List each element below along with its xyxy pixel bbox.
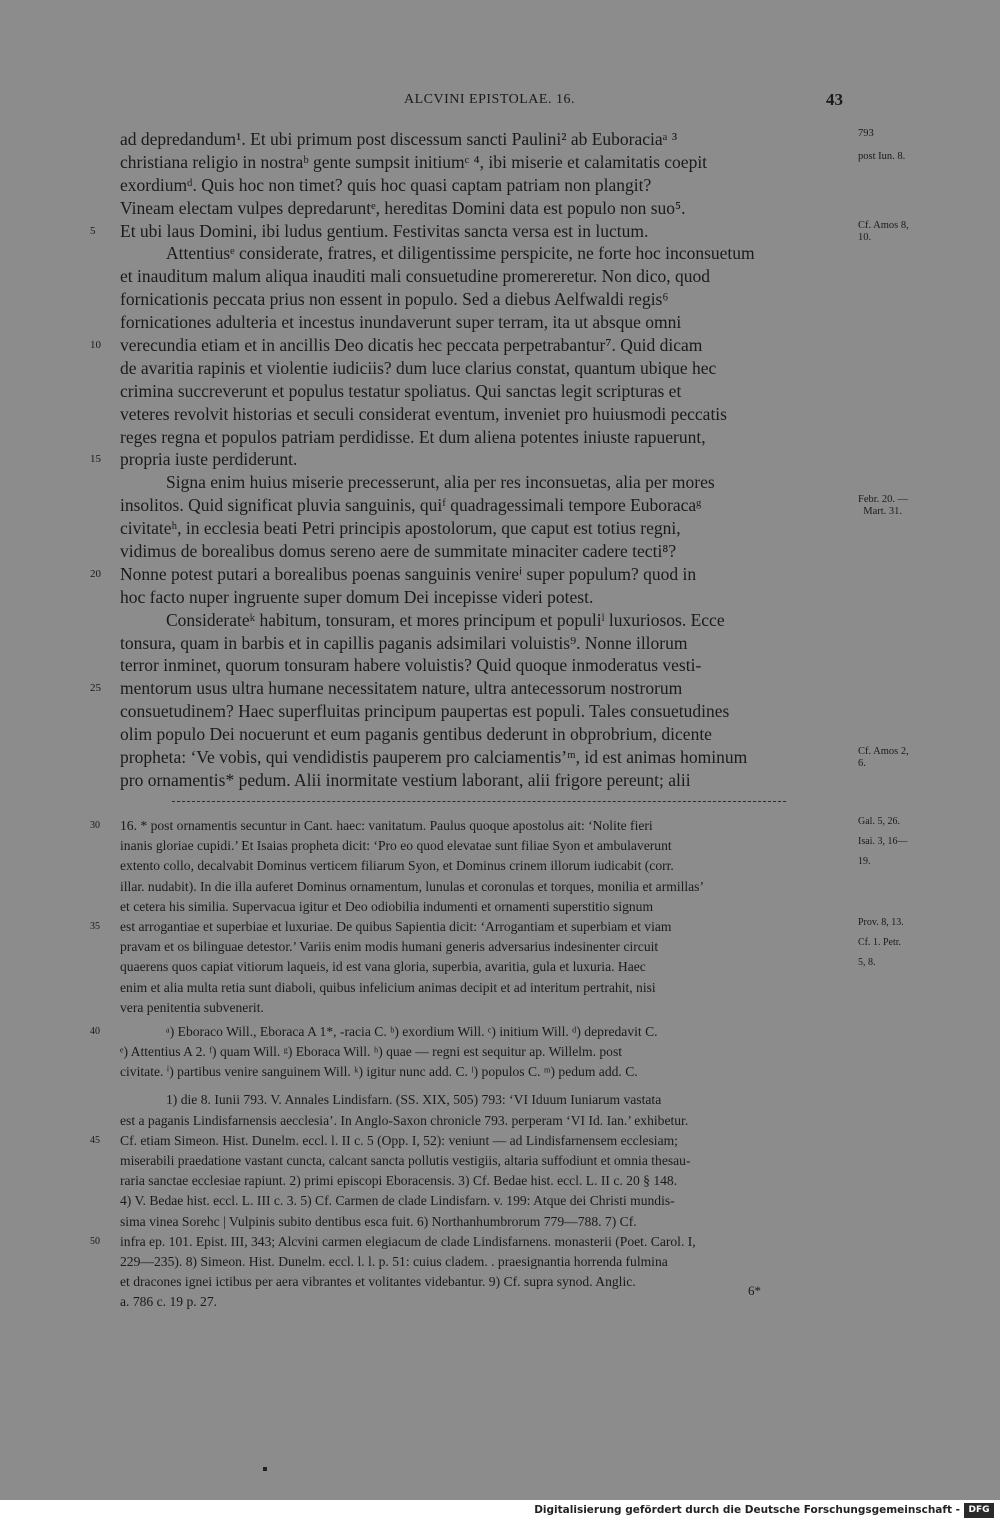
body-text-line xyxy=(0,426,1000,449)
body-text-line xyxy=(0,563,1000,586)
footnote-line-text: sima vinea Sorehc | Vulpinis subito dentibus esca fuit. 6) Northanhumbrorum 779—788. 7) Cf. xyxy=(120,1213,637,1229)
body-text-line-text: tonsura, quam in barbis et in capillis paganis adsimilari voluistis⁹. Nonne illorum xyxy=(120,632,688,653)
body-text-line-text: ad depredandum¹. Et ubi primum post discessum sancti Paulini² ab Euboraciaᵃ ³ xyxy=(120,129,678,149)
body-text-line xyxy=(0,174,1000,197)
body-text-line-text: fornicationes adulteria et incestus inundaverunt super terram, ita ut absque omni xyxy=(120,312,682,333)
footnote-line xyxy=(0,1272,1000,1292)
body-text-line-text: de avaritia rapinis et violentie iudiciis? dum luce clarius constat, quantum ubique hec xyxy=(120,357,717,378)
margin-note: Gal. 5, 26. xyxy=(858,816,900,827)
body-text-line xyxy=(0,403,1000,426)
footnote-line-text: enim et alia multa retia sunt diaboli, quibus infelicium animas decipit et ad interitum pertrahit, nisi xyxy=(120,979,656,995)
body-text-line-text: insolitos. Quid significat pluvia sanguinis, quiᶠ quadragessimali tempore Euboracaᵍ xyxy=(120,495,702,516)
body-text-line-text: pro ornamentis* pedum. Alii inormitate vestium laborant, alii frigore pereunt; alii xyxy=(120,769,691,790)
body-text-line-text: christiana religio in nostraᵇ gente sumpsit initiumᶜ ⁴, ibi miserie et calamitatis coepit xyxy=(120,151,708,172)
body-text-line xyxy=(0,609,1000,632)
body-text-line xyxy=(0,265,1000,288)
margin-note: Cf. Amos 8, 10. xyxy=(858,219,909,243)
footnote-line xyxy=(0,998,1000,1018)
footnote-line-text: a. 786 c. 19 p. 27. xyxy=(120,1294,218,1310)
footnote-separator-rule xyxy=(172,801,786,802)
body-text-line xyxy=(0,357,1000,380)
body-text-line xyxy=(0,677,1000,700)
margin-note: 5, 8. xyxy=(858,957,876,969)
body-text-line-text: crimina succreverunt et populus testatur spoliatus. Qui sanctas legit scripturas et xyxy=(120,380,682,401)
line-number: 10 xyxy=(90,339,101,352)
footnote-line-text: vera penitentia subvenerit. xyxy=(120,999,264,1015)
footnote-line xyxy=(0,1171,1000,1191)
body-text-line-text: consuetudinem? Haec superfluitas principum paupertas est populi. Tales consuetudines xyxy=(120,701,730,722)
footnote-line-text: ᵉ) Attentius A 2. ᶠ) quam Will. ᵍ) Eboraca Will. ʰ) quae — regni est sequitur ap. Willelm. post xyxy=(120,1044,623,1060)
body-text-line xyxy=(0,540,1000,563)
line-number: 5 xyxy=(90,224,96,237)
body-text-line xyxy=(0,723,1000,746)
line-number: 30 xyxy=(90,820,100,831)
body-text-line-text: exordiumᵈ. Quis hoc non timet? quis hoc quasi captam patriam non plangit? xyxy=(120,174,652,195)
line-number: 20 xyxy=(90,567,101,580)
margin-note: Cf. 1. Petr. xyxy=(858,937,902,949)
footnote-line-text: illar. nudabit). In die illa auferet Dominus ornamentum, lunulas et coronulas et torques, monilia et armillas’ xyxy=(120,878,704,894)
body-text-line xyxy=(0,586,1000,609)
body-text-line-text: civitateʰ, in ecclesia beati Petri principis apostolorum, que caput est totius regni, xyxy=(120,518,681,539)
footnote-line xyxy=(0,937,1000,957)
body-text-line-text: reges regna et populos patriam perdidisse. Et dum aliena potentes iniuste rapuerunt, xyxy=(120,426,706,447)
page-header xyxy=(0,90,1000,114)
body-text-line xyxy=(0,197,1000,220)
signature-mark: 6* xyxy=(748,1283,761,1298)
body-text-line xyxy=(0,746,1000,769)
body-text-line-text: et inauditum malum aliqua inauditi mali consuetudine promereretur. Non dico, quod xyxy=(120,266,711,287)
body-text-line-text: Signa enim huius miserie precesserunt, alia per res inconsuetas, alia per mores xyxy=(166,472,715,493)
body-text-line xyxy=(0,380,1000,403)
footnote-line-text: 1) die 8. Iunii 793. V. Annales Lindisfarn. (SS. XIX, 505) 793: ‘VI Iduum Iuniarum vastata xyxy=(166,1092,662,1108)
footnote-line-text: inanis gloriae cupidi.’ Et Isaias propheta dicit: ‘Pro eo quod elevatae sunt filiae Syon et ambulaverunt xyxy=(120,838,672,854)
margin-note: Febr. 20. — Mart. 31. xyxy=(858,494,909,518)
body-text-line xyxy=(0,632,1000,655)
footnote-line-text: 229—235). 8) Simeon. Hist. Dunelm. eccl. l. l. p. 51: cuius cladem. . praesignantia horrenda fulmina xyxy=(120,1253,668,1269)
margin-note: 793 xyxy=(858,128,874,139)
body-text-line xyxy=(0,128,1000,151)
footnotes xyxy=(0,816,1000,1313)
footnote-line xyxy=(0,1151,1000,1171)
digitization-footer xyxy=(0,1500,1000,1523)
footnote-line-text: et dracones ignei ictibus per aera vibrantes et volitantes videbantur. 9) Cf. supra synod. Anglic. xyxy=(120,1274,636,1290)
footnote-line xyxy=(0,1212,1000,1232)
footnote-line xyxy=(0,1191,1000,1211)
body-text-line-text: Nonne potest putari a borealibus poenas sanguinis venireⁱ super populum? quod in xyxy=(120,563,697,584)
main-text xyxy=(0,128,1000,792)
margin-note: post Iun. 8. xyxy=(858,150,906,162)
body-text-line xyxy=(0,242,1000,265)
body-text-line-text: mentorum usus ultra humane necessitatem nature, ultra antecessorum nostrorum xyxy=(120,678,683,699)
footnote-line-text: ᵃ) Eboraco Will., Eboraca A 1*, -racia C. ᵇ) exordium Will. ᶜ) initium Will. ᵈ) depredavit C. xyxy=(166,1023,658,1039)
dfg-logo: DFG xyxy=(964,1503,994,1518)
body-text-line-text: Considerateᵏ habitum, tonsuram, et mores principum et populiˡ luxuriosos. Ecce xyxy=(166,609,725,630)
line-number: 15 xyxy=(90,453,101,466)
margin-note: 19. xyxy=(858,856,871,868)
body-text-line-text: verecundia etiam et in ancillis Deo dicatis hec peccata perpetrabantur⁷. Quid dicam xyxy=(120,335,703,356)
line-number: 45 xyxy=(90,1134,100,1146)
footnote-line xyxy=(0,1232,1000,1252)
margin-note: Prov. 8, 13. xyxy=(858,916,904,928)
body-text-line xyxy=(0,654,1000,677)
footnote-line xyxy=(0,856,1000,876)
body-text-line-text: Vineam electam vulpes depredaruntᵉ, hereditas Domini data est populo non suo⁵. xyxy=(120,197,686,218)
page-number: 43 xyxy=(826,90,843,109)
footnote-line-text: extento collo, decalvabit Dominus verticem filiarum Syon, et Dominus crinem illorum iudicabit (corr. xyxy=(120,858,674,874)
footnote-line-text: est arrogantiae et superbiae et luxuriae. De quibus Sapientia dicit: ‘Arrogantiam et superbiam et viam xyxy=(120,918,672,934)
line-number: 25 xyxy=(90,682,101,695)
footnote-line xyxy=(0,957,1000,977)
body-text-line xyxy=(0,151,1000,174)
footnote-line-text: civitate. ⁱ) partibus venire sanguinem Will. ᵏ) igitur nunc add. C. ˡ) populos C. ᵐ) pedum add. C. xyxy=(120,1064,638,1080)
footnote-line xyxy=(0,1131,1000,1151)
footnote-line xyxy=(0,1111,1000,1131)
body-text-line-text: propria iuste perdiderunt. xyxy=(120,449,298,470)
footnote-line-text: 4) V. Bedae hist. eccl. L. III c. 3. 5) Cf. Carmen de clade Lindisfarn. v. 199: Atque dei Christi mundis- xyxy=(120,1193,675,1209)
body-text-line xyxy=(0,448,1000,471)
body-text-line-text: terror inminet, quorum tonsuram habere voluistis? Quid quoque inmoderatus vesti- xyxy=(120,655,702,676)
body-text-line xyxy=(0,517,1000,540)
body-text-line xyxy=(0,311,1000,334)
footnote-line-text: miserabili praedatione vastant cuncta, calcant sancta pollutis vestigiis, altaria suffodiunt et omnia thesau- xyxy=(120,1153,691,1168)
body-text-line-text: vidimus de borealibus domus sereno aere de summitate minaciter cadere tecti⁸? xyxy=(120,541,677,562)
body-text-line-text: Et ubi laus Domini, ibi ludus gentium. Festivitas sancta versa est in luctum. xyxy=(120,220,649,241)
footnote-line xyxy=(0,978,1000,998)
footnote-line-text: et cetera his similia. Supervacua igitur et Deo odiobilia indumenti et ornamenti superstitio signum xyxy=(120,898,654,914)
footnote-line-text: quaerens quos capiat vitiorum laqueis, id est vana gloria, superbia, avaritia, gula et luxuria. Haec xyxy=(120,959,646,975)
body-text-line xyxy=(0,769,1000,792)
footnote-line xyxy=(0,1090,1000,1110)
footnote-line-text: raria sanctae ecclesiae rapiunt. 2) primi episcopi Eboracensis. 3) Cf. Bedae hist. eccl. L. II c. 20 § 148. xyxy=(120,1173,678,1189)
footnote-line xyxy=(0,1062,1000,1082)
body-text-line xyxy=(0,334,1000,357)
body-text-line-text: Attentiusᵉ considerate, fratres, et diligentissime perspicite, ne forte hoc inconsuetum xyxy=(166,243,755,264)
footnote-line-text: pravam et os bilinguae detestor.’ Variis enim modis humani generis adversarius indesinenter circuit xyxy=(120,939,659,955)
line-number: 50 xyxy=(90,1235,100,1247)
footnote-line xyxy=(0,836,1000,856)
footnote-line xyxy=(0,1042,1000,1062)
footnote-line xyxy=(0,1292,1000,1312)
footnote-line-text: infra ep. 101. Epist. III, 343; Alcvini carmen elegiacum de clade Lindisfarnens. monasterii (Poet. Carol. I, xyxy=(120,1233,696,1249)
body-text-line xyxy=(0,220,1000,243)
body-text-line xyxy=(0,288,1000,311)
footnote-line-text: 16. * post ornamentis secuntur in Cant. haec: vanitatum. Paulus quoque apostolus ait: ‘Nolite fieri xyxy=(120,818,653,833)
footnote-line xyxy=(0,1252,1000,1272)
running-title: ALCVINI EPISTOLAE. 16. xyxy=(404,92,575,107)
footnote-line xyxy=(0,877,1000,897)
body-text-line xyxy=(0,494,1000,517)
stray-dot xyxy=(263,1467,267,1471)
body-text-line-text: veteres revolvit historias et seculi considerat eventum, inveniet pro huiusmodi peccatis xyxy=(120,403,727,424)
body-text-line-text: hoc facto nuper ingruente super domum Dei incepisse videri potest. xyxy=(120,586,594,607)
footnote-line xyxy=(0,897,1000,917)
margin-note: Cf. Amos 2, 6. xyxy=(858,746,909,770)
footnote-line-text: est a paganis Lindisfarnensis aecclesia’. In Anglo-Saxon chronicle 793. perperam ‘VI Id. Ian.’ exhibetur. xyxy=(120,1112,689,1128)
footnote-line xyxy=(0,816,1000,836)
footnote-line-text: Cf. etiam Simeon. Hist. Dunelm. eccl. l. II c. 5 (Opp. I, 52): veniunt — ad Lindisfarnensem ecclesiam; xyxy=(120,1132,678,1148)
body-text-line xyxy=(0,471,1000,494)
footnote-line xyxy=(0,1022,1000,1042)
line-number: 40 xyxy=(90,1025,100,1037)
line-number: 35 xyxy=(90,920,100,932)
footnote-line xyxy=(0,917,1000,937)
body-text-line-text: olim populo Dei nocuerunt et eum paganis gentibus dederunt in obprobrium, dicente xyxy=(120,724,712,745)
body-text-line xyxy=(0,700,1000,723)
footer-credit: Digitalisierung gefördert durch die Deutsche Forschungsgemeinschaft - xyxy=(534,1504,960,1516)
body-text-line-text: propheta: ‘Ve vobis, qui vendidistis pauperem pro calciamentis’ᵐ, id est animas hominum xyxy=(120,747,748,768)
margin-note: Isai. 3, 16— xyxy=(858,836,908,848)
body-text-line-text: fornicationis peccata prius non essent in populo. Sed a diebus Aelfwaldi regis⁶ xyxy=(120,289,669,310)
